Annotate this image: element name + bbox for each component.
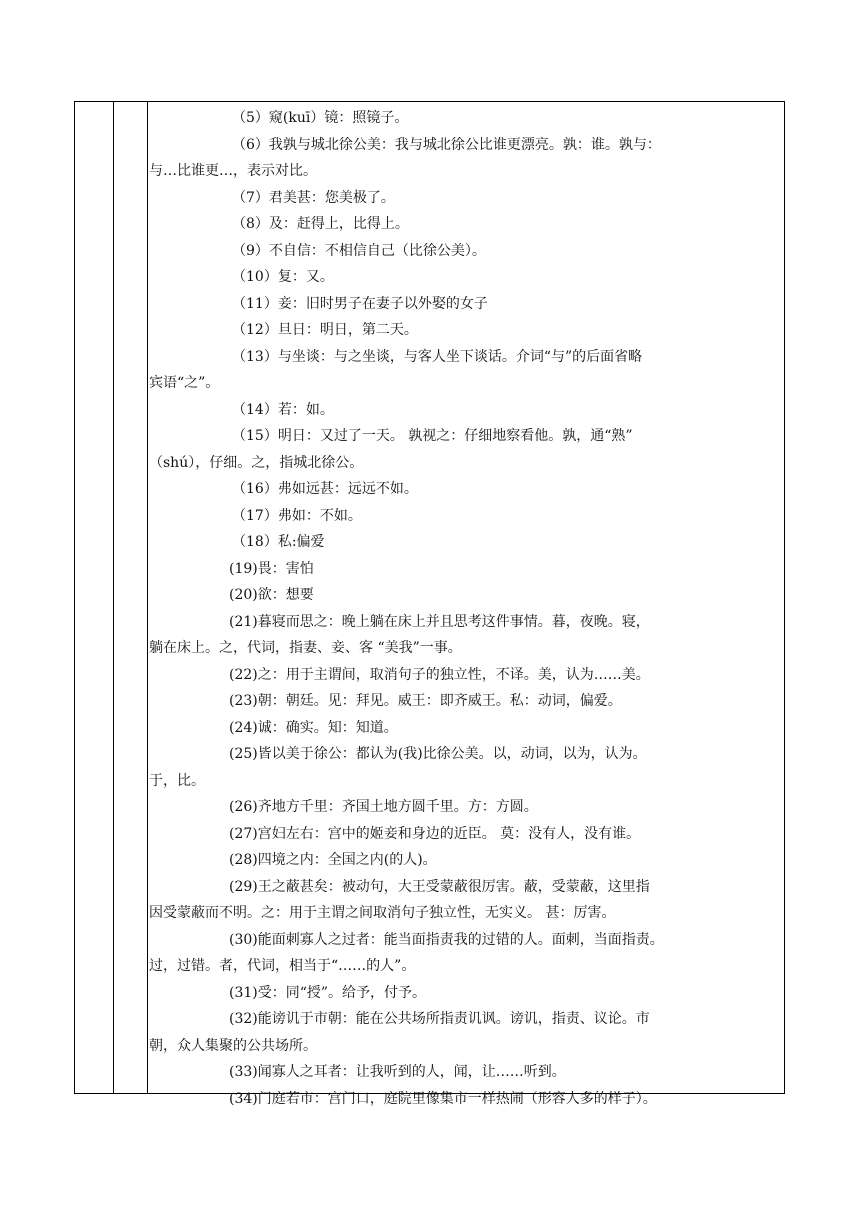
note-line: (21)暮寝而思之：晚上躺在床上并且思考这件事情。暮，夜晚。寝， xyxy=(229,613,650,630)
annotation-note xyxy=(148,609,780,662)
note-line: (25)皆以美于徐公：都认为(我)比徐公美。以，动词，以为，认为。 xyxy=(229,746,647,762)
annotation-note xyxy=(148,980,780,1007)
note-continuation-line: 与…比谁更…，表示对比。 xyxy=(149,163,317,179)
note-continuation-line: 于，比。 xyxy=(149,772,205,789)
note-line: （17）弗如：不如。 xyxy=(232,507,362,524)
annotation-note xyxy=(148,423,780,476)
note-line: （14）若：如。 xyxy=(232,401,334,418)
note-line: （18）私:偏爱 xyxy=(232,534,325,550)
annotation-note xyxy=(148,582,780,609)
note-continuation-line: （shú），仔细。之，指城北徐公。 xyxy=(149,454,364,471)
annotation-note xyxy=(148,185,780,212)
note-line: （13）与坐谈：与之坐谈，与客人坐下谈话。介词“与”的后面省略 xyxy=(232,348,643,365)
note-line: (22)之：用于主谓间，取消句子的独立性，不译。美，认为……美。 xyxy=(229,666,650,683)
note-line: (26)齐地方千里：齐国土地方圆千里。方：方圆。 xyxy=(229,799,538,815)
annotation-note xyxy=(148,847,780,874)
table-column-middle xyxy=(113,102,148,1093)
note-line: （16）弗如远甚：远远不如。 xyxy=(232,481,418,497)
annotation-note xyxy=(148,662,780,689)
annotation-note xyxy=(148,397,780,424)
annotation-note xyxy=(148,1086,780,1113)
note-line: (34)门庭若市：宫门口，庭院里像集市一样热闹（形容人多的样子）。 xyxy=(229,1090,657,1107)
note-continuation-line: 躺在床上。之，代词，指妻、妾、客 “美我”一事。 xyxy=(149,640,462,656)
note-continuation-line: 宾语“之”。 xyxy=(149,375,220,391)
annotation-note xyxy=(148,715,780,742)
annotation-note xyxy=(148,556,780,583)
note-line: (19)畏：害怕 xyxy=(229,560,314,577)
note-line: (29)王之蔽甚矣：被动句，大王受蒙蔽很厉害。蔽，受蒙蔽，这里指 xyxy=(229,878,650,895)
annotation-note xyxy=(148,794,780,821)
note-continuation-line: 过，过错。者，代词，相当于“……的人”。 xyxy=(149,958,416,974)
annotation-note xyxy=(148,132,780,185)
notes-table xyxy=(74,101,785,1107)
note-line: （11）妾：旧时男子在妻子以外娶的女子 xyxy=(232,295,488,312)
annotation-note xyxy=(148,529,780,556)
note-line: (30)能面刺寡人之过者：能当面指责我的过错的人。面刺，当面指责。 xyxy=(229,931,664,948)
annotation-note xyxy=(148,503,780,530)
annotation-note xyxy=(148,344,780,397)
note-line: (20)欲：想要 xyxy=(229,587,314,603)
note-line: （15）明日：又过了一天。 孰视之：仔细地察看他。孰，通“熟” xyxy=(232,428,633,444)
note-line: (24)诚：确实。知：知道。 xyxy=(229,719,398,736)
annotation-note xyxy=(148,317,780,344)
note-line: (23)朝：朝廷。见：拜见。威王：即齐威王。私：动词，偏爱。 xyxy=(229,693,622,709)
annotation-note xyxy=(148,211,780,238)
note-line: (28)四境之内：全国之内(的人)。 xyxy=(229,852,437,868)
annotation-note xyxy=(148,688,780,715)
note-line: (27)宫妇左右：宫中的姬妾和身边的近臣。 莫：没有人，没有谁。 xyxy=(229,825,641,842)
note-line: （12）旦日：明日，第二天。 xyxy=(232,322,418,338)
table-column-left xyxy=(75,102,114,1093)
annotation-note xyxy=(148,476,780,503)
annotation-cell xyxy=(148,102,784,1107)
annotation-note xyxy=(148,291,780,318)
note-line: (32)能谤讥于市朝：能在公共场所指责讥讽。谤讥，指责、议论。市 xyxy=(229,1011,650,1027)
note-continuation-line: 因受蒙蔽而不明。之：用于主谓之间取消句子独立性，无实义。 甚：厉害。 xyxy=(149,905,616,921)
note-line: (33)闻寡人之耳者：让我听到的人，闻，让……听到。 xyxy=(229,1064,566,1080)
annotation-note xyxy=(148,927,780,980)
annotation-note xyxy=(148,105,780,132)
note-continuation-line: 朝，众人集聚的公共场所。 xyxy=(149,1037,317,1054)
note-line: （10）复：又。 xyxy=(232,269,334,285)
note-line: (31)受：同“授”。给予，付予。 xyxy=(229,984,427,1001)
note-line: （8）及：赶得上，比得上。 xyxy=(232,216,409,232)
annotation-note xyxy=(148,821,780,848)
note-line: （6）我孰与城北徐公美：我与城北徐公比谁更漂亮。孰：谁。孰与： xyxy=(232,136,661,153)
annotation-note xyxy=(148,741,780,794)
annotation-note xyxy=(148,1006,780,1059)
annotation-note xyxy=(148,874,780,927)
annotation-note xyxy=(148,238,780,265)
annotation-note xyxy=(148,1059,780,1086)
note-line: （7）君美甚：您美极了。 xyxy=(232,189,395,206)
note-line: （5）窥(kuī）镜：照镜子。 xyxy=(232,110,409,126)
annotation-note xyxy=(148,264,780,291)
note-line: （9）不自信：不相信自己（比徐公美）。 xyxy=(232,242,486,259)
